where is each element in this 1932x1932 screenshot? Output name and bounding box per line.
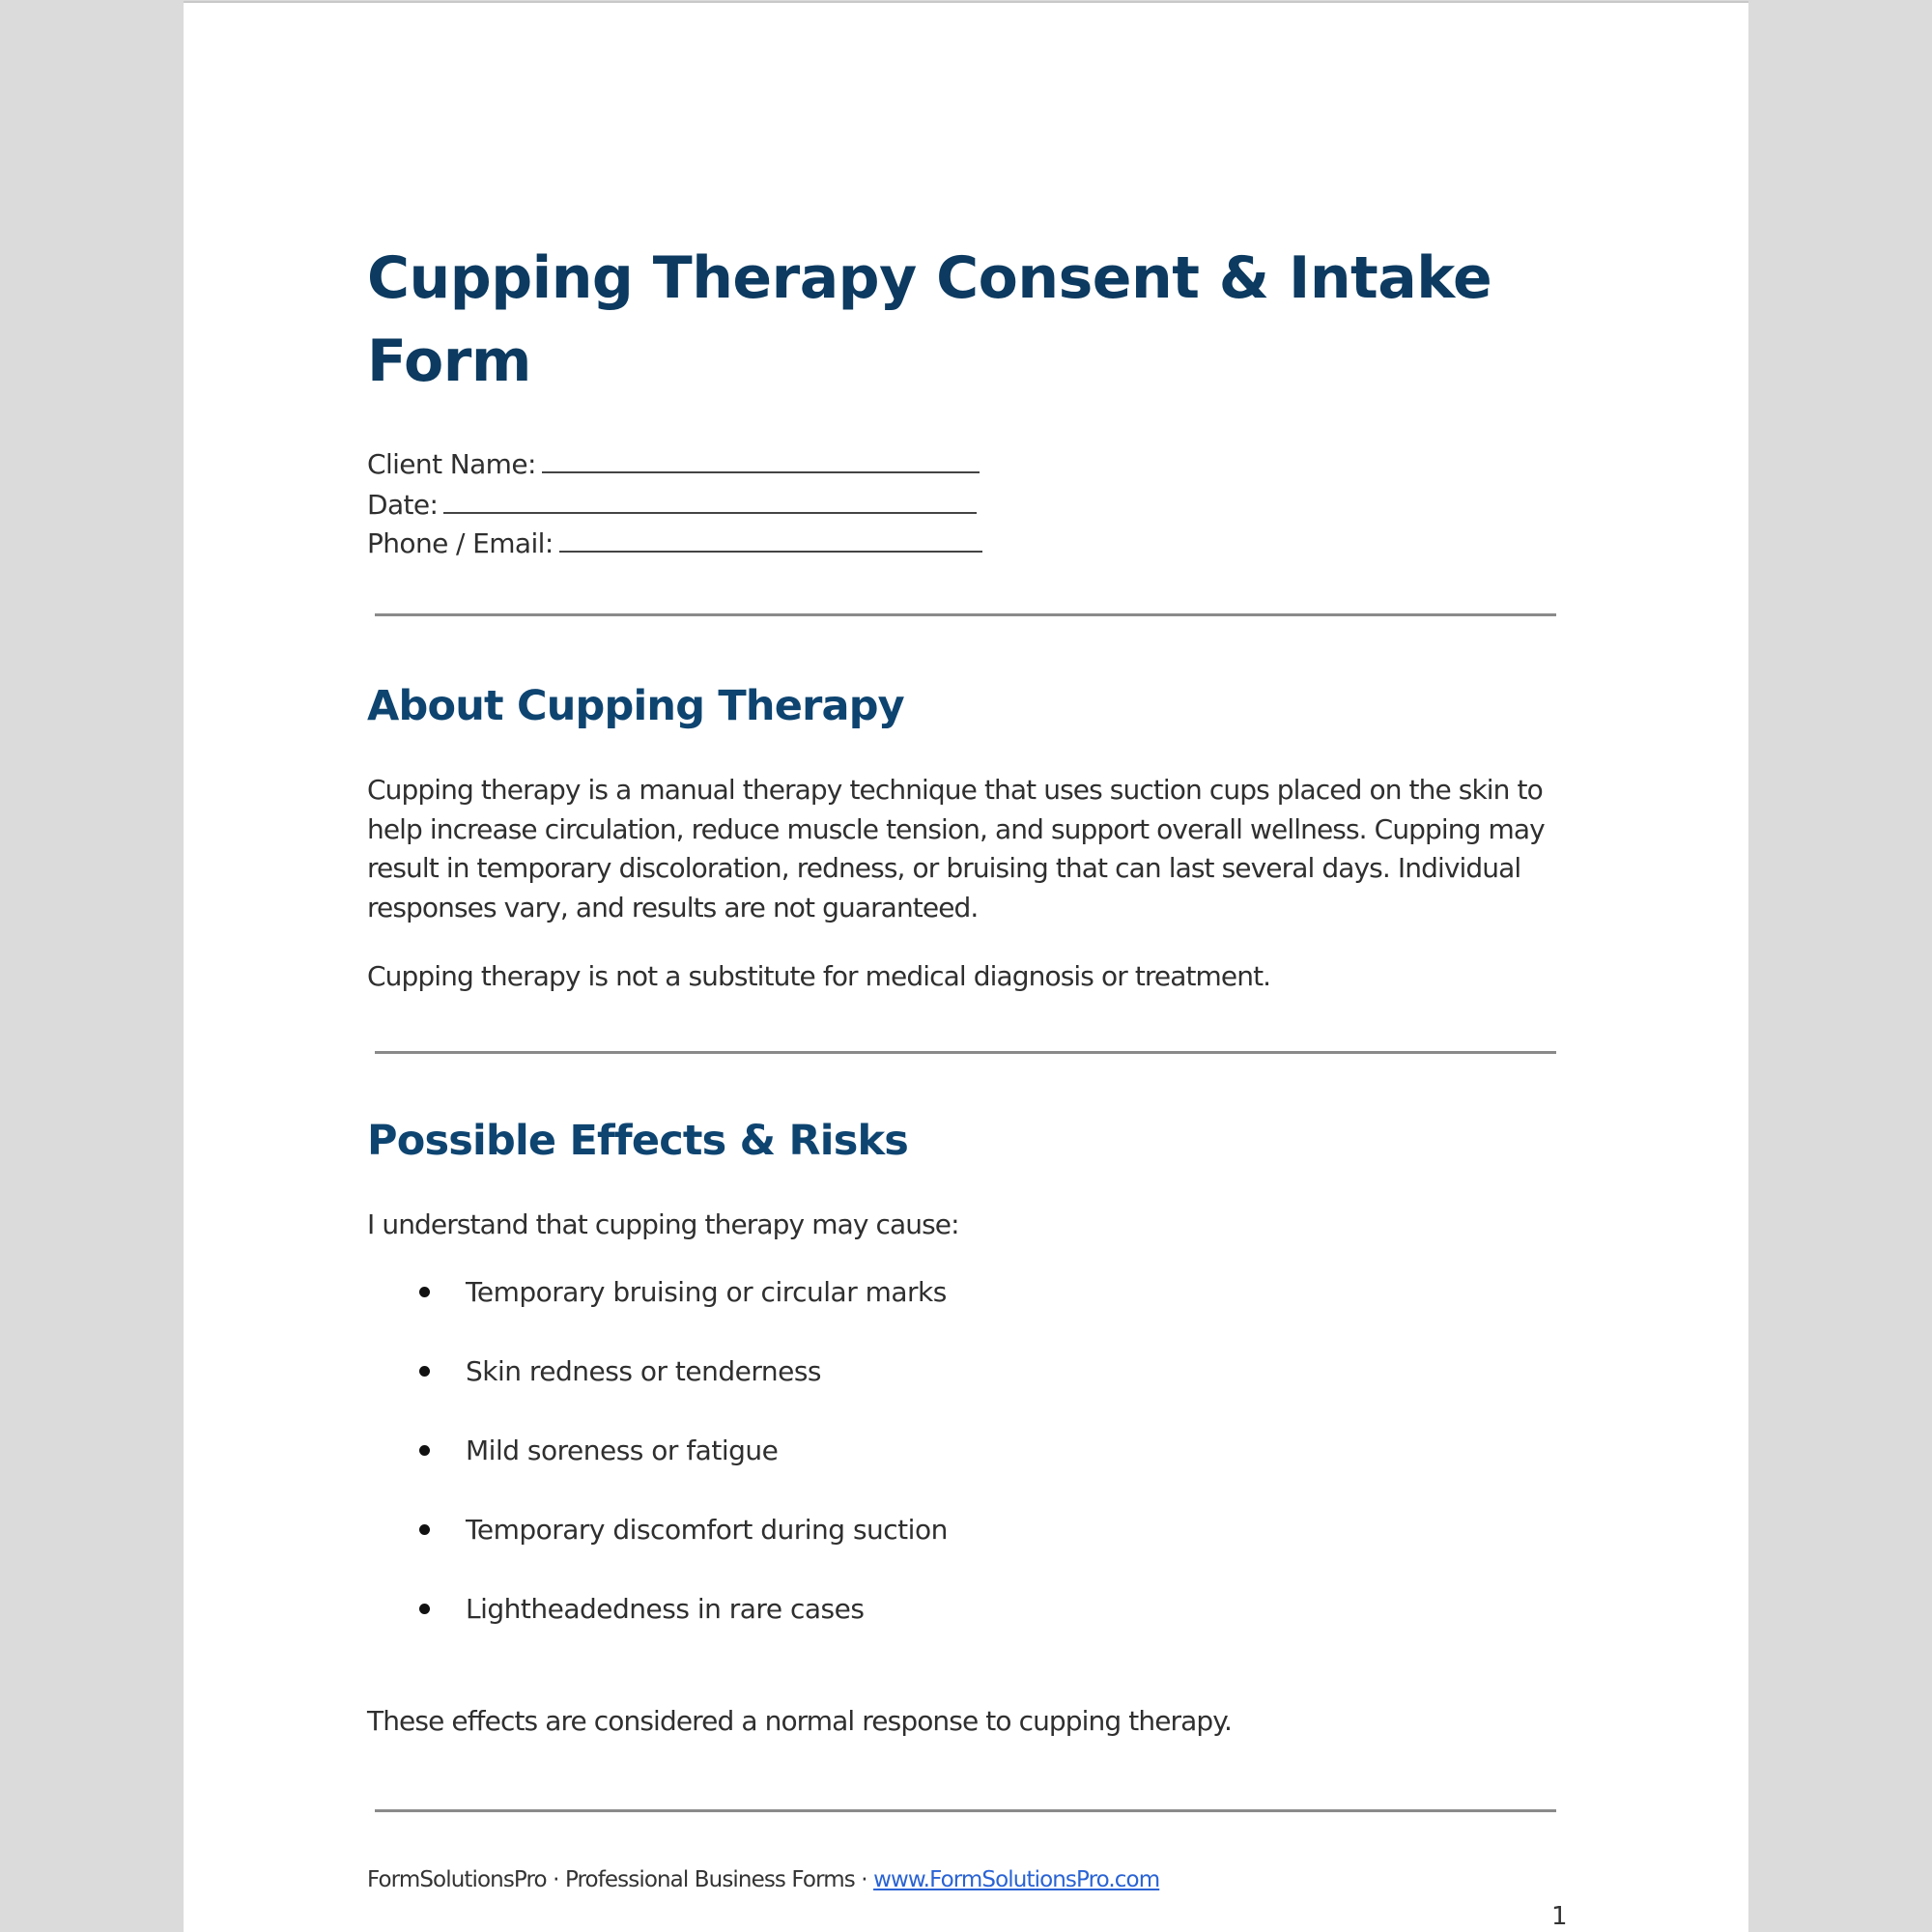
section-divider: [375, 1051, 1556, 1054]
bullet-icon: [419, 1445, 430, 1456]
effects-intro: I understand that cupping therapy may cause:: [367, 1208, 959, 1240]
bullet-icon: [419, 1524, 430, 1535]
list-item: [419, 1514, 948, 1546]
phone-email-blank[interactable]: [559, 526, 982, 553]
bullet-icon: [419, 1604, 430, 1614]
bullet-icon: [419, 1366, 430, 1377]
section-heading-about: About Cupping Therapy: [367, 682, 904, 730]
date-field[interactable]: [367, 487, 977, 521]
client-name-label: Client Name:: [367, 448, 536, 480]
page-number: 1: [1551, 1902, 1568, 1931]
date-blank[interactable]: [443, 487, 977, 514]
bullet-icon: [419, 1287, 430, 1297]
phone-email-field[interactable]: [367, 526, 982, 559]
list-item: [419, 1593, 864, 1625]
list-item: [419, 1435, 778, 1466]
list-item-text: Lightheadedness in rare cases: [466, 1593, 865, 1625]
list-item-text: Skin redness or tenderness: [466, 1355, 822, 1387]
footer-website-link[interactable]: www.FormSolutionsPro.com: [873, 1867, 1160, 1892]
page-title: Cupping Therapy Consent & Intake Form: [367, 244, 1492, 395]
list-item-text: Temporary bruising or circular marks: [466, 1276, 947, 1308]
date-label: Date:: [367, 489, 439, 521]
disclaimer-paragraph: Cupping therapy is not a substitute for medical diagnosis or treatment.: [367, 960, 1271, 992]
list-item: [419, 1276, 947, 1308]
list-item: [419, 1355, 821, 1387]
list-item-text: Temporary discomfort during suction: [466, 1514, 948, 1546]
section-divider: [375, 1809, 1556, 1812]
about-paragraph: Cupping therapy is a manual therapy technique that uses suction cups placed on the skin to help increase circulation, reduce muscle tension, and support overall wellness. Cupping may result in temporary discoloration, redness, or bruising that can last several days. Individual responses vary, and results are not guaranteed.: [367, 774, 1545, 923]
client-name-field[interactable]: [367, 446, 980, 480]
list-item-text: Mild soreness or fatigue: [466, 1435, 779, 1466]
section-heading-effects: Possible Effects & Risks: [367, 1117, 909, 1165]
client-name-blank[interactable]: [542, 446, 980, 473]
footer-text: FormSolutionsPro · Professional Business Forms ·: [367, 1867, 874, 1892]
page-footer: [367, 1867, 1159, 1892]
phone-email-label: Phone / Email:: [367, 527, 554, 559]
section-divider: [375, 613, 1556, 616]
effects-closing: These effects are considered a normal response to cupping therapy.: [367, 1705, 1232, 1737]
document-page: [184, 3, 1748, 1932]
